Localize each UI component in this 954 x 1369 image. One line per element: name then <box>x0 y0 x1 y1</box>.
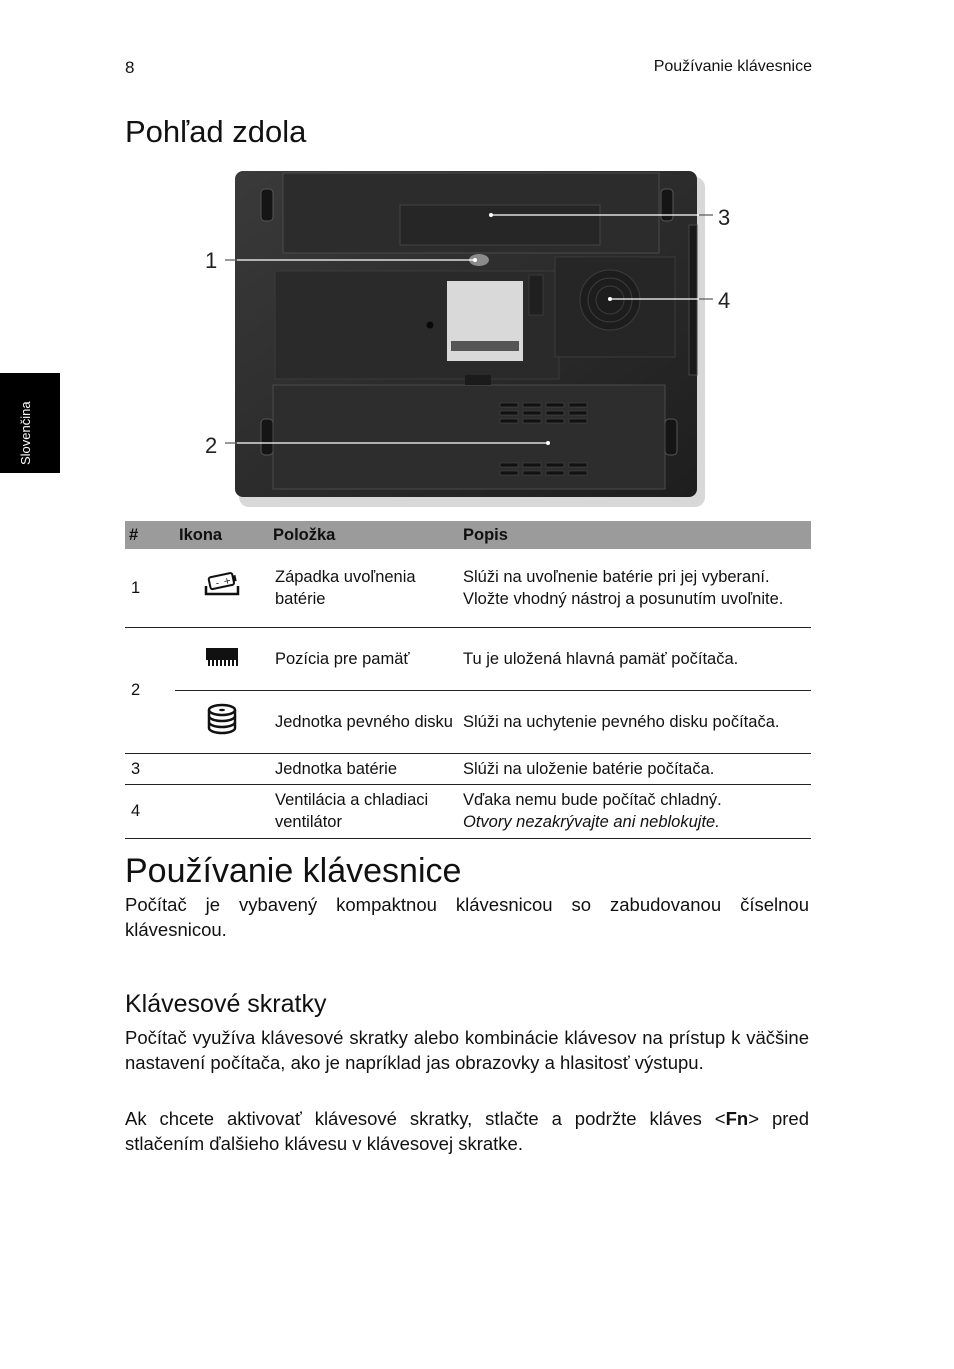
section-title-keyboard: Používanie klávesnice <box>125 852 462 890</box>
running-header: Používanie klávesnice <box>653 58 812 75</box>
table-row <box>125 690 811 753</box>
callout-1: 1 <box>205 248 218 273</box>
row-description: Slúži na uchytenie pevného disku počítača. <box>459 690 811 753</box>
row-number: 1 <box>125 549 175 627</box>
row-number: 4 <box>125 784 175 838</box>
table-row <box>125 627 811 690</box>
language-tab <box>0 373 60 473</box>
col-icon: Ikona <box>175 521 269 549</box>
callout-2: 2 <box>205 433 218 458</box>
svg-text:-: - <box>214 578 221 589</box>
row-description: Slúži na uloženie batérie počítača. <box>459 753 811 784</box>
callout-3: 3 <box>718 205 731 230</box>
row-description: Slúži na uvoľnenie batérie pri jej vyberaní. Vložte vhodný nástroj a posunutím uvoľnite. <box>459 549 811 627</box>
memory-icon <box>204 644 240 668</box>
row-description: Tu je uložená hlavná pamäť počítača. <box>459 627 811 690</box>
col-item: Položka <box>269 521 459 549</box>
row-item: Západka uvoľnenia batérie <box>269 549 459 627</box>
row-number: 2 <box>125 627 175 753</box>
components-table <box>125 521 811 839</box>
hotkeys-paragraph-1: Počítač využíva klávesové skratky alebo kombinácie klávesov na prístup k väčšine nastavení počítača, ako je napríklad jas obrazovky a hlasitosť výstupu. <box>125 1027 809 1073</box>
hotkeys-text-before: Ak chcete aktivovať klávesové skratky, stlačte a podržte kláves < <box>125 1108 726 1129</box>
fn-key-label: Fn <box>725 1108 749 1129</box>
svg-text:+: + <box>222 575 233 588</box>
hard-disk-icon <box>205 702 239 736</box>
battery-release-icon <box>203 572 241 598</box>
row-item: Ventilácia a chladiaci ventilátor <box>269 784 459 838</box>
col-number: # <box>125 521 175 549</box>
table-row <box>125 784 811 838</box>
row-description-text: Vďaka nemu bude počítač chladný. <box>463 791 722 809</box>
row-description <box>459 784 811 838</box>
row-item: Jednotka pevného disku <box>269 690 459 753</box>
language-tab-label: Slovenčina <box>18 401 33 465</box>
col-description: Popis <box>459 521 811 549</box>
row-item: Pozícia pre pamäť <box>269 627 459 690</box>
table-row <box>125 549 811 627</box>
keyboard-intro-paragraph: Počítač je vybavený kompaktnou klávesnicou so zabudovanou číselnou klávesnicou. <box>125 894 809 940</box>
section-title-hotkeys: Klávesové skratky <box>125 990 327 1018</box>
row-item: Jednotka batérie <box>269 753 459 784</box>
table-row <box>125 753 811 784</box>
laptop-bottom-figure <box>195 165 755 510</box>
hotkeys-paragraph-2 <box>125 1106 809 1156</box>
callout-4: 4 <box>718 288 731 313</box>
page-number: 8 <box>125 58 135 77</box>
table-header-row <box>125 521 811 549</box>
section-title-bottom-view: Pohľad zdola <box>125 114 307 149</box>
row-description-note: Otvory nezakrývajte ani neblokujte. <box>463 813 720 831</box>
hotkeys-text-after: > pred stlačením ďalšieho klávesu v klávesovej skratke. <box>125 1108 809 1154</box>
row-number: 3 <box>125 753 175 784</box>
